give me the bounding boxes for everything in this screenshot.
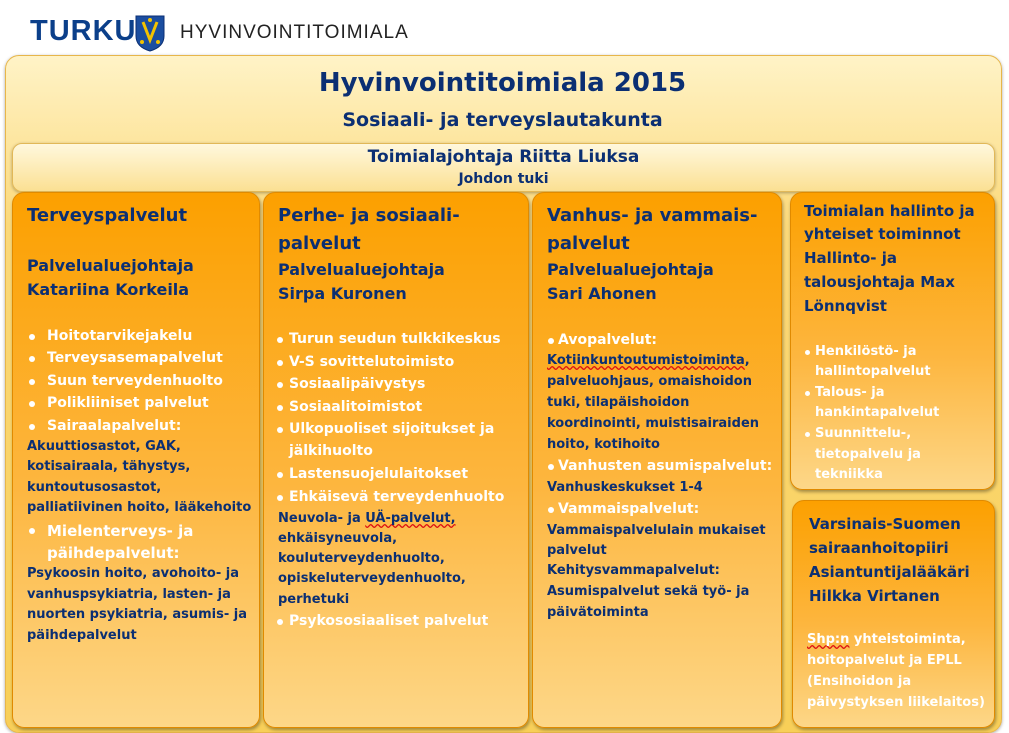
service-item: Polikliiniset palvelut bbox=[47, 395, 209, 411]
bullet-icon bbox=[805, 350, 810, 355]
card-vanhus-vammaispalvelut bbox=[532, 192, 782, 728]
service-item: Avopalvelut: bbox=[558, 332, 658, 348]
service-detail: palveluohjaus, omaishoidon bbox=[547, 374, 752, 389]
service-detail: kuntoutusosastot, bbox=[27, 480, 162, 495]
service-item: Psykososiaaliset palvelut bbox=[289, 613, 489, 629]
service-item: Vanhusten asumispalvelut: bbox=[558, 458, 773, 474]
card-title: yhteiset toiminnot bbox=[804, 225, 961, 243]
service-item: Mielenterveys- ja bbox=[47, 522, 194, 540]
bullet-icon bbox=[29, 334, 35, 340]
neuvola-uae-text: UÄ-palvelut, bbox=[365, 511, 456, 526]
service-item: Sosiaalitoimistot bbox=[289, 399, 423, 415]
card-title: sairaanhoitopiiri bbox=[809, 539, 949, 557]
bullet-icon bbox=[277, 360, 283, 366]
card-title: Toimialan hallinto ja bbox=[804, 202, 975, 220]
service-detail: nuorten psykiatria, asumis- ja bbox=[27, 607, 248, 622]
bullet-icon bbox=[548, 338, 554, 344]
card-title: palvelut bbox=[547, 233, 630, 254]
page-header bbox=[0, 0, 1009, 55]
manager-role: talousjohtaja Max bbox=[804, 273, 955, 291]
service-detail: palvelut bbox=[547, 543, 607, 558]
brand-name: TURKU bbox=[30, 15, 137, 47]
service-item: Terveysasemapalvelut bbox=[47, 350, 223, 366]
manager-role: Palvelualuejohtaja bbox=[278, 260, 445, 279]
card-title: Vanhus- ja vammais- bbox=[547, 205, 758, 226]
service-detail: Vanhuskeskukset 1-4 bbox=[547, 480, 703, 495]
bullet-icon bbox=[29, 528, 35, 534]
service-detail: perhetuki bbox=[278, 592, 350, 607]
manager-role: Asiantuntijalääkäri bbox=[809, 563, 970, 581]
service-item: Henkilöstö- ja bbox=[815, 344, 917, 359]
bullet-icon bbox=[548, 507, 554, 513]
service-item: jälkihuolto bbox=[289, 443, 373, 459]
card-title: Varsinais-Suomen bbox=[809, 515, 961, 533]
page-title: Hyvinvointitoimiala 2015 bbox=[318, 68, 687, 98]
director-name: Toimialajohtaja Riitta Liuksa bbox=[367, 147, 640, 167]
service-detail: opiskeluterveydenhuolto, bbox=[278, 571, 466, 586]
service-detail: koordinointi, muistisairaiden bbox=[547, 416, 760, 431]
manager-role: Palvelualuejohtaja bbox=[27, 256, 194, 275]
manager-name: Sirpa Kuronen bbox=[278, 284, 407, 303]
service-detail: ehkäisyneuvola, bbox=[278, 531, 398, 546]
service-detail: kotisairaala, tähystys, bbox=[27, 459, 191, 474]
kotiinkuntoutus-text: Kotiinkuntoutumistoiminta bbox=[547, 353, 745, 368]
service-item: tekniikka bbox=[815, 467, 883, 482]
manager-name: Sari Ahonen bbox=[547, 284, 657, 303]
card-terveyspalvelut bbox=[12, 192, 260, 728]
management-support: Johdon tuki bbox=[458, 171, 549, 187]
manager-role: Hallinto- ja bbox=[804, 249, 897, 267]
service-detail: palliatiivinen hoito, lääkehoito bbox=[27, 500, 252, 515]
board-name: Sosiaali- ja terveyslautakunta bbox=[342, 109, 663, 131]
service-item: Hoitotarvikejakelu bbox=[47, 328, 193, 344]
bullet-icon bbox=[277, 495, 283, 501]
manager-name: Lönnqvist bbox=[804, 297, 887, 315]
service-detail: tuki, tilapäishoidon bbox=[547, 395, 690, 410]
service-item: Sosiaalipäivystys bbox=[289, 376, 426, 392]
service-item: Suun terveydenhuolto bbox=[47, 373, 223, 389]
service-detail: päivätoiminta bbox=[547, 605, 649, 620]
service-item: hallintopalvelut bbox=[815, 364, 931, 379]
neuvola-prefix: Neuvola- ja bbox=[278, 511, 366, 526]
service-detail: Psykoosin hoito, avohoito- ja bbox=[27, 566, 240, 581]
manager-role: Palvelualuejohtaja bbox=[547, 260, 714, 279]
service-detail: (Ensihoidon ja bbox=[807, 674, 912, 689]
card-title: Terveyspalvelut bbox=[27, 205, 188, 226]
service-item: V-S sovittelutoimisto bbox=[289, 354, 455, 370]
card-title: Perhe- ja sosiaali- bbox=[278, 205, 460, 226]
bullet-icon bbox=[29, 356, 35, 362]
service-detail: päihdepalvelut bbox=[27, 628, 137, 643]
turku-crest-icon bbox=[134, 14, 166, 52]
service-item: Talous- ja bbox=[815, 385, 885, 400]
service-item: Ulkopuoliset sijoitukset ja bbox=[289, 421, 495, 437]
bullet-icon bbox=[277, 382, 283, 388]
bullet-icon bbox=[29, 424, 35, 430]
service-item: Suunnittelu-, bbox=[815, 426, 912, 441]
service-item: Turun seudun tulkkikeskus bbox=[289, 331, 501, 347]
service-item: tietopalvelu ja bbox=[815, 447, 921, 462]
card-title: palvelut bbox=[278, 233, 361, 254]
service-detail: Kotiinkuntoutumistoiminta, bbox=[547, 353, 750, 368]
service-detail: vanhuspsykiatria, lasten- ja bbox=[27, 587, 231, 602]
director-box bbox=[12, 143, 995, 192]
bullet-icon bbox=[805, 391, 810, 396]
manager-name: Hilkka Virtanen bbox=[809, 587, 940, 605]
manager-name: Katariina Korkeila bbox=[27, 280, 190, 299]
bullet-icon bbox=[277, 472, 283, 478]
bullet-icon bbox=[277, 405, 283, 411]
service-item: päihdepalvelut: bbox=[47, 544, 180, 562]
bullet-icon bbox=[805, 432, 810, 437]
bullet-icon bbox=[29, 401, 35, 407]
card-perhe-sosiaalipalvelut bbox=[263, 192, 529, 728]
service-detail: Asumispalvelut sekä työ- ja bbox=[547, 584, 750, 599]
service-detail: Kehitysvammapalvelut: bbox=[547, 563, 720, 578]
shp-rest: yhteistoiminta, bbox=[849, 632, 966, 647]
bullet-icon bbox=[29, 379, 35, 385]
service-item: Sairaalapalvelut: bbox=[47, 418, 182, 434]
service-item: hankintapalvelut bbox=[815, 405, 940, 420]
service-item: Vammaispalvelut: bbox=[558, 501, 700, 517]
service-item: Ehkäisevä terveydenhuolto bbox=[289, 489, 505, 505]
service-item: Lastensuojelulaitokset bbox=[289, 466, 469, 482]
service-detail: hoito, kotihoito bbox=[547, 437, 660, 452]
service-detail: Vammaispalvelulain mukaiset bbox=[547, 523, 766, 538]
card-vsshp bbox=[792, 500, 995, 728]
card-toimialan-hallinto bbox=[790, 192, 995, 490]
service-detail: hoitopalvelut ja EPLL bbox=[807, 653, 962, 668]
service-detail bbox=[807, 632, 966, 647]
service-detail: kouluterveydenhuolto, bbox=[278, 551, 445, 566]
bullet-icon bbox=[277, 427, 283, 433]
shp-text: Shp:n bbox=[807, 632, 850, 647]
bullet-icon bbox=[277, 337, 283, 343]
service-detail: päivystyksen liikelaitos) bbox=[807, 695, 985, 710]
bullet-icon bbox=[277, 619, 283, 625]
service-detail: Akuuttiosastot, GAK, bbox=[27, 439, 181, 454]
bullet-icon bbox=[548, 464, 554, 470]
service-detail bbox=[278, 511, 456, 526]
division-name: HYVINVOINTITOIMIALA bbox=[180, 22, 409, 43]
